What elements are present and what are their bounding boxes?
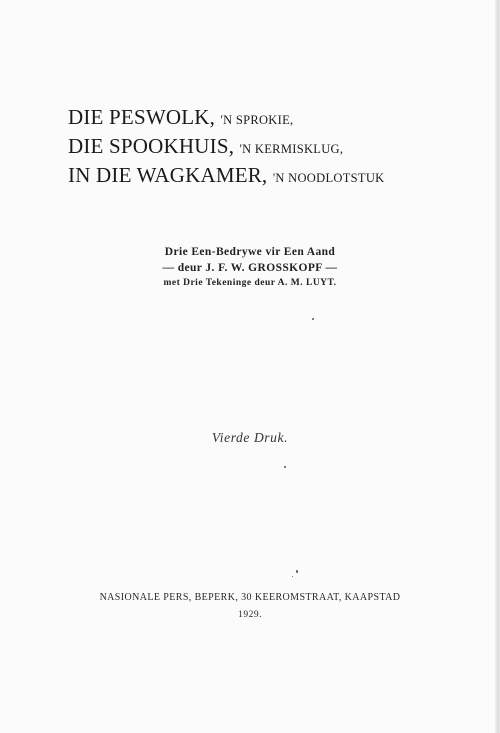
subtitle-description: Drie Een-Bedrywe vir Een Aand (164, 246, 336, 258)
paper-speck (312, 318, 314, 320)
page-edge-shadow (495, 0, 499, 733)
title-line-3 (68, 162, 488, 191)
publisher-imprint: NASIONALE PERS, BEPERK, 30 KEEROMSTRAAT, KAAPSTAD (99, 592, 401, 603)
paper-speck (296, 570, 298, 573)
paper-speck (292, 576, 293, 577)
subtitle-illustrator: met Drie Tekeninge deur A. M. LUYT. (163, 278, 337, 288)
subtitle-author: — deur J. F. W. GROSSKOPF — (162, 262, 338, 274)
title-1-main: DIE PESWOLK, (68, 105, 216, 129)
book-title-block (68, 104, 488, 191)
title-line-2 (68, 133, 488, 162)
edition-label: Vierde Druk. (211, 430, 289, 445)
paper-speck (284, 466, 286, 468)
subtitle-block (0, 244, 500, 290)
title-line-1 (68, 104, 488, 133)
title-3-main: IN DIE WAGKAMER, (68, 163, 268, 187)
title-1-genre: 'N SPROKIE, (220, 113, 294, 127)
title-2-genre: 'N KERMISKLUG, (239, 142, 344, 156)
title-2-main: DIE SPOOKHUIS, (68, 134, 235, 158)
publication-year: 1929. (238, 610, 262, 620)
title-3-genre: 'N NOODLOTSTUK (272, 171, 385, 185)
